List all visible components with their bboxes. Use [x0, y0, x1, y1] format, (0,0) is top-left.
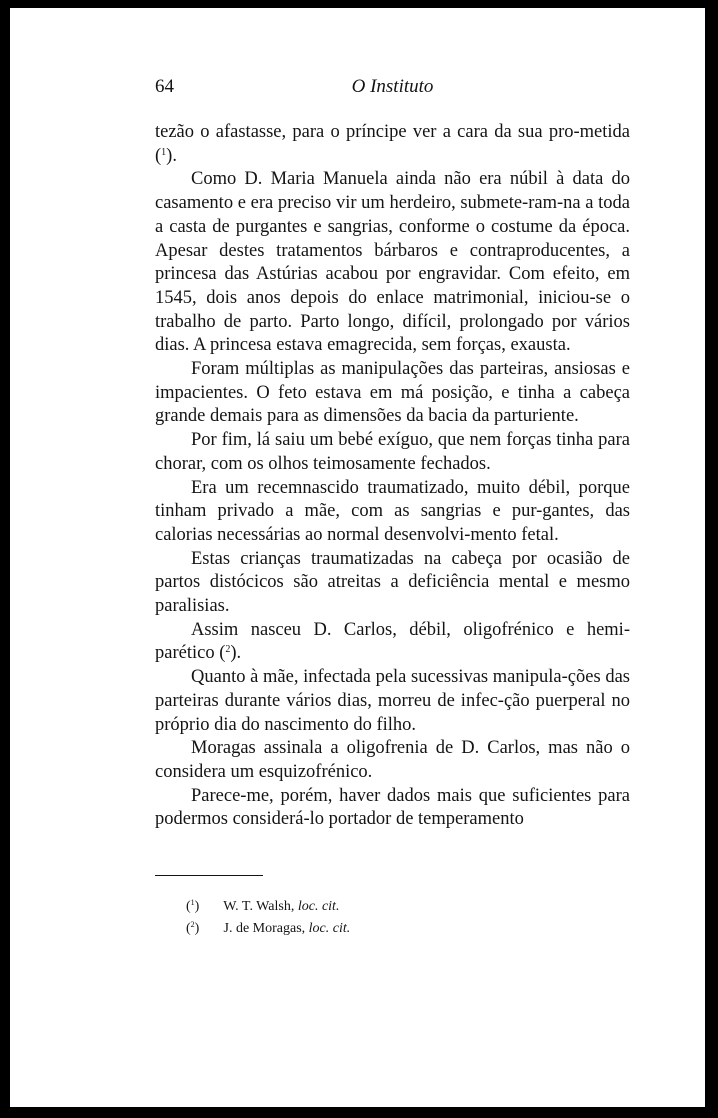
footnote-ref-marker: 2	[225, 644, 231, 656]
paragraph-text: Quanto à mãe, infectada pela sucessivas manipula-ções das parteiras durante vários dias, morreu de infec-ção puerperal no próprio dia do nascimento do filho.	[155, 667, 630, 735]
footnote-ref-marker: 1	[161, 146, 167, 158]
paragraph-4	[155, 429, 630, 476]
paragraph-text: ).	[230, 643, 242, 664]
paragraph-text: Parece-me, porém, haver dados mais que suficientes para podermos considerá-lo portador de temperamento	[155, 785, 630, 830]
paragraph-text: Moragas assinala a oligofrenia de D. Carlos, mas não o considera um esquizofrénico.	[155, 738, 630, 782]
footnote-marker: ($^1$)	[186, 898, 200, 914]
page-header	[155, 76, 630, 106]
paragraph-6	[155, 548, 630, 619]
paragraph-text: Estas crianças traumatizadas na cabeça por ocasião de partos distócicos são atreitas a deficiência mental e mesmo paralisias.	[155, 548, 630, 617]
running-title: O Instituto	[351, 76, 434, 97]
paragraph-text: Como D. Maria Manuela ainda não era núbil à data do casamento e era preciso vir um herdeiro, submete-ram-na a toda a casta de purgantes e sangrias, conforme o costume da época. Apesar destes tratamentos bárbaros e contraproducentes, a princesa das Astúrias acabou por engravidar. Com efeito, em 1545, dois anos depois do enlace matrimonial, iniciou-se o trabalho de parto. Parto longo, difícil, prolongado por vários dias. A princesa estava emagrecida, sem forças, exausta.	[155, 169, 630, 356]
footnote-1	[186, 896, 606, 918]
paragraph-2	[155, 168, 630, 358]
paragraph-5	[155, 477, 630, 548]
paragraph-10	[155, 785, 630, 832]
paragraph-3	[155, 358, 630, 429]
paragraph-text: Por fim, lá saiu um bebé exíguo, que nem forças tinha para chorar, com os olhos teimosamente fechados.	[155, 430, 630, 474]
footnote-author: J. de Moragas,	[223, 921, 306, 936]
page-number: 64	[155, 76, 174, 97]
paragraph-text: tezão o afastasse, para o príncipe ver a cara da sua pro-metida (	[155, 122, 630, 166]
paragraph-1	[155, 121, 630, 168]
paragraph-text: ).	[166, 145, 177, 166]
footnote-2	[186, 918, 606, 940]
footnote-reference: loc. cit.	[297, 899, 340, 914]
paragraph-7	[155, 619, 630, 666]
paragraph-text: Foram múltiplas as manipulações das parteiras, ansiosas e impacientes. O feto estava em má posição, e tinha a cabeça grande demais para as dimensões da bacia da parturiente.	[155, 359, 630, 427]
paragraph-9	[155, 737, 630, 784]
footnote-separator	[155, 875, 263, 876]
footnote-reference: loc. cit.	[308, 921, 351, 936]
footnotes	[186, 896, 606, 940]
footnote-marker: ($^2$)	[186, 920, 200, 936]
body-text	[155, 121, 630, 832]
paragraph-text: Assim nasceu D. Carlos, débil, oligofrénico e hemi-parético (	[155, 619, 630, 664]
footnote-author: W. T. Walsh,	[223, 899, 295, 914]
paragraph-text: Era um recemnascido traumatizado, muito débil, porque tinham privado a mãe, com as sangrias e pur-gantes, das calorias necessárias ao normal desenvolvi-mento fetal.	[155, 477, 630, 545]
paragraph-8	[155, 666, 630, 737]
